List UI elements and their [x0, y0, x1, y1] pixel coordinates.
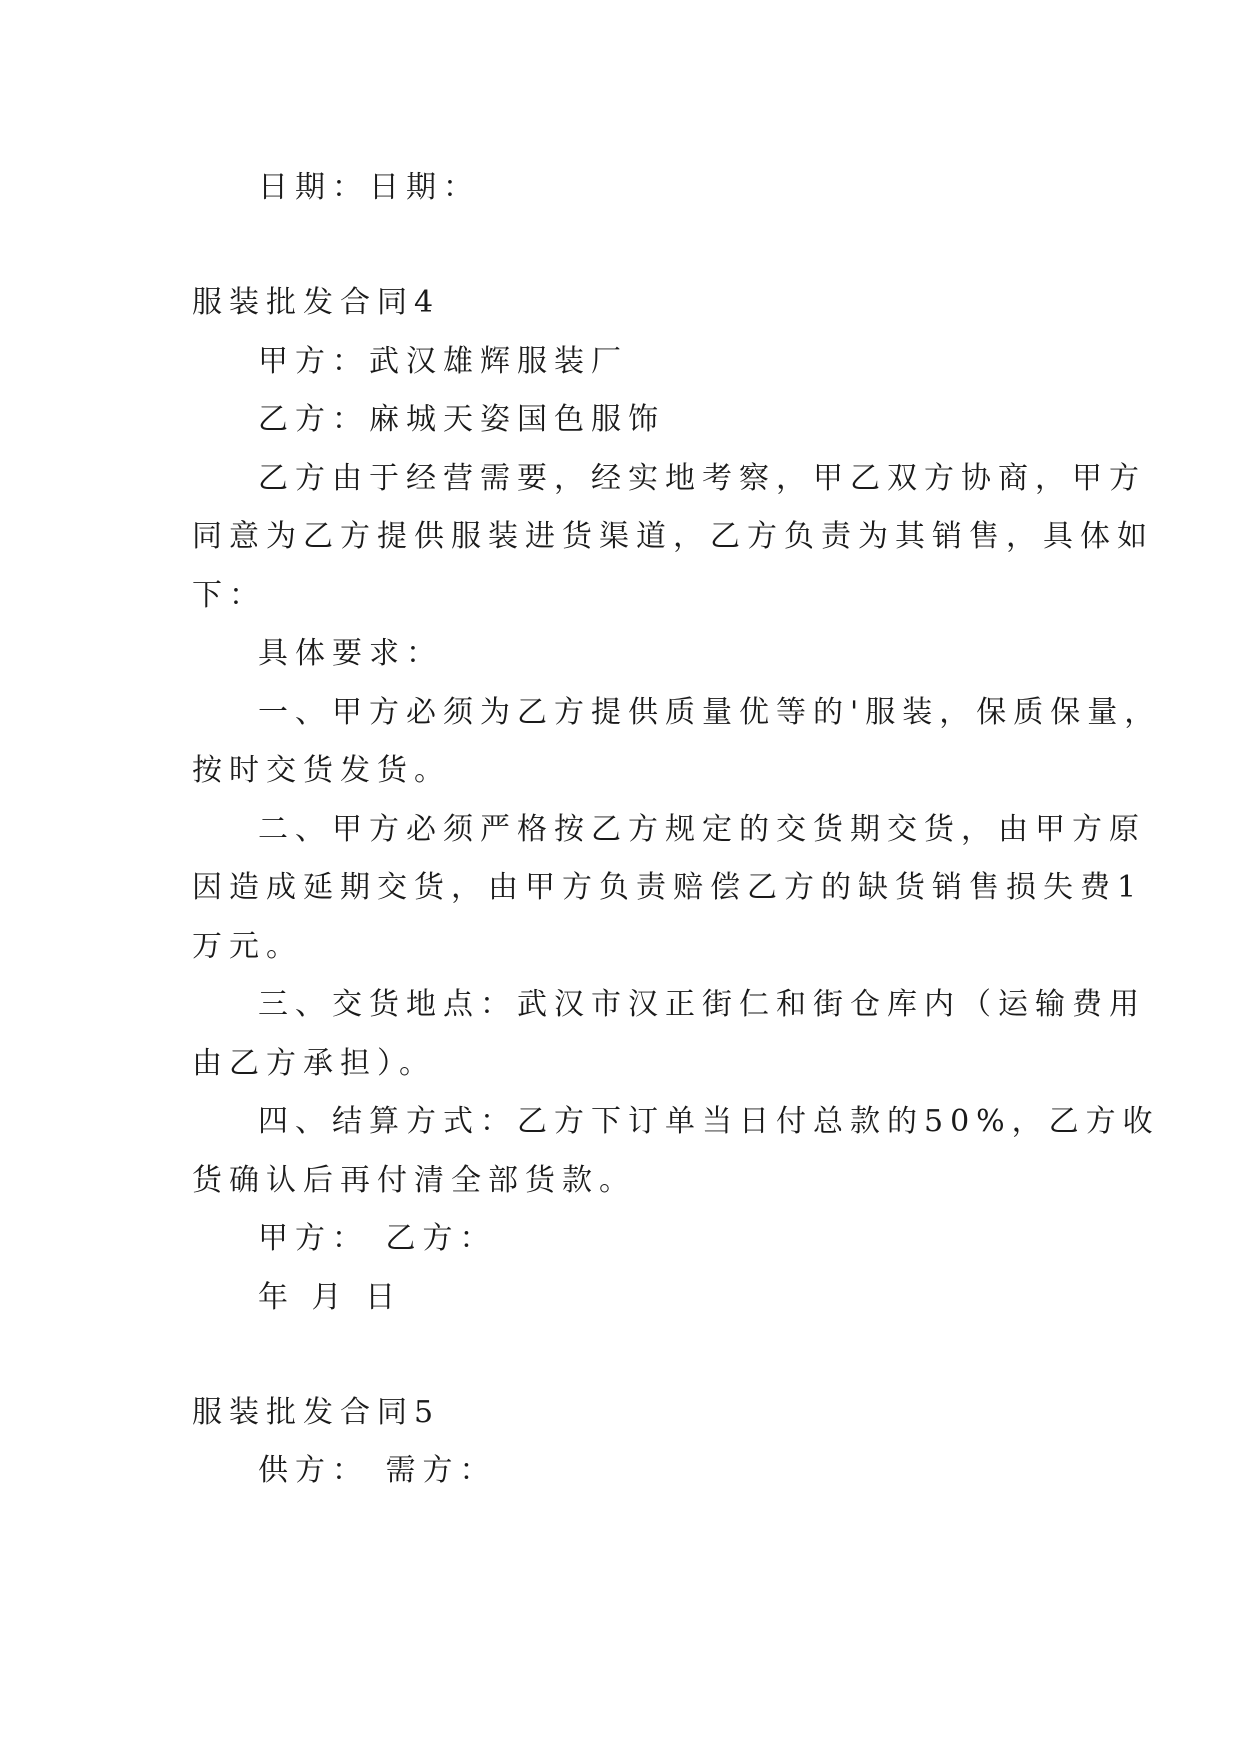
signature-line: 甲方： 乙方： — [258, 1221, 497, 1256]
section-4-title: 服装批发合同4 — [192, 285, 441, 320]
date-line: 日期：日期： — [258, 170, 480, 205]
item-1-line-2: 按时交货发货。 — [192, 753, 451, 788]
supplier-buyer-line: 供方： 需方： — [258, 1453, 497, 1488]
party-b-line: 乙方：麻城天姿国色服饰 — [258, 402, 665, 437]
item-4-line-1: 四、结算方式：乙方下订单当日付总款的50%，乙方收 — [258, 1104, 1160, 1139]
requirements-heading: 具体要求： — [258, 636, 443, 671]
item-3-line-2: 由乙方承担）。 — [192, 1046, 436, 1081]
item-2-line-2: 因造成延期交货，由甲方负责赔偿乙方的缺货销售损失费1 — [192, 870, 1144, 905]
item-4-line-2: 货确认后再付清全部货款。 — [192, 1163, 636, 1198]
item-2-line-1: 二、甲方必须严格按乙方规定的交货期交货，由甲方原 — [258, 812, 1146, 847]
signature-date-line: 年 月 日 — [258, 1280, 403, 1315]
intro-paragraph-line-2: 同意为乙方提供服装进货渠道，乙方负责为其销售，具体如 — [192, 519, 1154, 554]
item-1-line-1: 一、甲方必须为乙方提供质量优等的'服装，保质保量， — [258, 695, 1162, 730]
item-2-line-3: 万元。 — [192, 929, 303, 964]
party-a-line: 甲方：武汉雄辉服装厂 — [258, 344, 628, 379]
intro-paragraph-line-1: 乙方由于经营需要，经实地考察，甲乙双方协商，甲方 — [258, 461, 1146, 496]
item-3-line-1: 三、交货地点：武汉市汉正街仁和街仓库内（运输费用 — [258, 987, 1146, 1022]
intro-paragraph-line-3: 下： — [192, 578, 266, 613]
section-5-title: 服装批发合同5 — [192, 1395, 441, 1430]
